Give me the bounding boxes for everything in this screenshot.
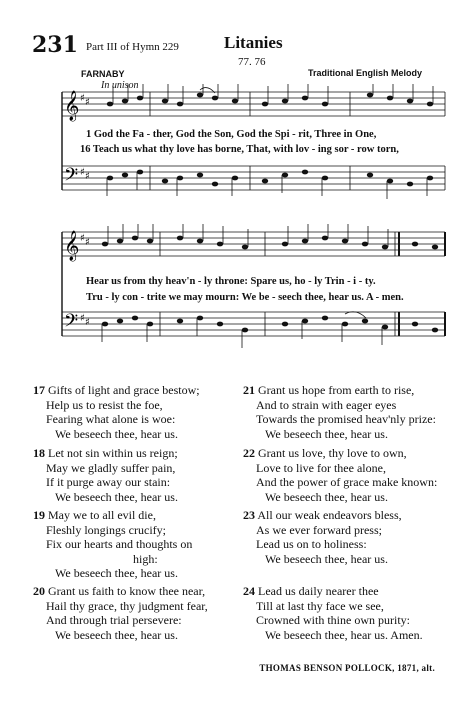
- svg-text:𝄞: 𝄞: [64, 91, 80, 121]
- verse-19: 19 May we to all evil die, Fleshly longings crucify; Fix our hearts and thoughts on high: We beseech thee, hear us.: [33, 508, 193, 581]
- tune-name: FARNABY: [81, 69, 125, 79]
- system-2-lyrics-line-2: Tru - ly con - trite we may mourn: We be - seech thee, hear us. A - men.: [86, 292, 404, 303]
- verse-24: 24 Lead us daily nearer thee Till at last thy face we see, Crowned with thine own purity: We beseech thee, hear us. Amen.: [243, 584, 423, 642]
- hymn-title: Litanies: [224, 33, 283, 52]
- verse-21: 21 Grant us hope from earth to rise, And to strain with eager eyes Towards the promised heav'nly prize: We beseech thee, hear us.: [243, 383, 436, 441]
- svg-text:♯: ♯: [80, 313, 85, 324]
- svg-text:𝄞: 𝄞: [64, 231, 80, 261]
- system-1-lyrics-line-2: 16 Teach us what thy love has borne, That, with lov - ing sor - row torn,: [80, 144, 399, 155]
- svg-text:♯: ♯: [85, 317, 90, 328]
- verse-23: 23 All our weak endeavors bless, As we ever forward press; Lead us on to holiness: We beseech thee, hear us.: [243, 508, 402, 566]
- hymn-number: 231: [32, 32, 78, 58]
- verse-22: 22 Grant us love, thy love to own, Love to live for thee alone, And the power of grace make known: We beseech thee, hear us.: [243, 446, 438, 504]
- performance-direction: In unison: [101, 80, 139, 91]
- system-2-lyrics-line-1: Hear us from thy heav'n - ly throne: Spare us, ho - ly Trin - i - ty.: [86, 276, 376, 287]
- svg-text:♯: ♯: [85, 97, 90, 108]
- verse-18: 18 Let not sin within us reign; May we gladly suffer pain, If it purge away our stain: We beseech thee, hear us.: [33, 446, 178, 504]
- meter: 77. 76: [238, 56, 266, 68]
- hymn-subtitle: Part III of Hymn 229: [86, 41, 179, 53]
- svg-text:♯: ♯: [85, 171, 90, 182]
- svg-text:♯: ♯: [80, 167, 85, 178]
- svg-text:♯: ♯: [80, 93, 85, 104]
- verse-20: 20 Grant us faith to know thee near, Hail thy grace, thy judgment fear, And through trial persevere: We beseech thee, hear us.: [33, 584, 208, 642]
- system-1-lyrics-line-1: 1 God the Fa - ther, God the Son, God the Spi - rit, Three in One,: [86, 129, 377, 140]
- verse-17: 17 Gifts of light and grace bestow; Help us to resist the foe, Fearing what alone is woe: We beseech thee, hear us.: [33, 383, 200, 441]
- author-credit: THOMAS BENSON POLLOCK, 1871, alt.: [259, 663, 435, 673]
- svg-text:𝄢: 𝄢: [64, 165, 79, 190]
- svg-text:♯: ♯: [85, 237, 90, 248]
- svg-text:𝄢: 𝄢: [64, 311, 79, 336]
- svg-text:♯: ♯: [80, 233, 85, 244]
- melody-credit: Traditional English Melody: [308, 68, 423, 78]
